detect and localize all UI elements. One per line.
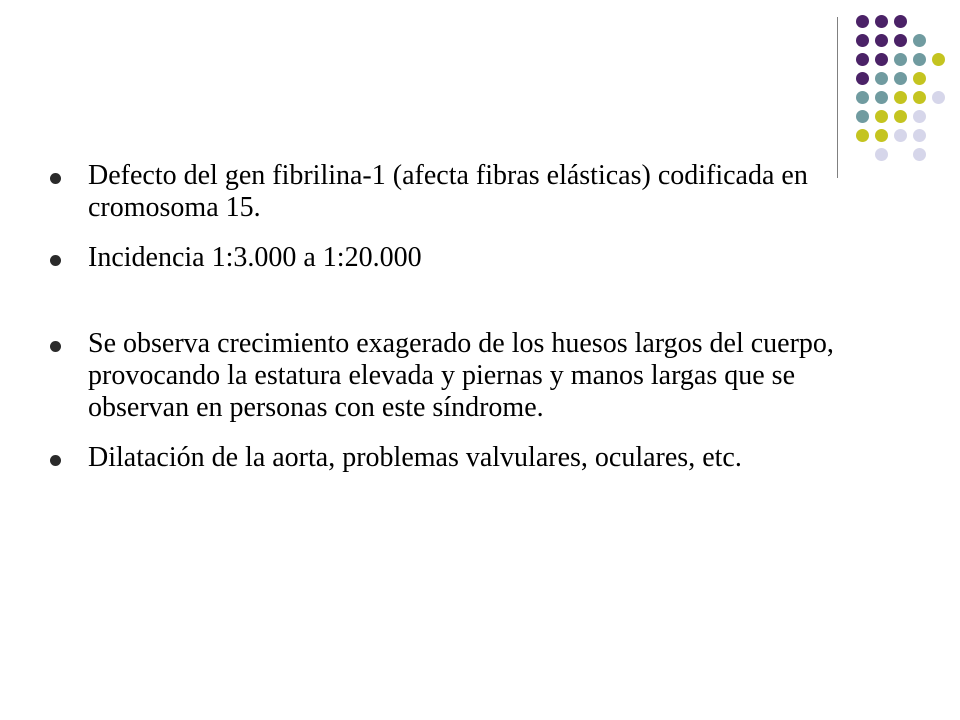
slide-content xyxy=(50,160,870,474)
bullet-item-incidence xyxy=(50,242,870,274)
decorative-dot-icon xyxy=(856,129,869,142)
bullet-icon xyxy=(50,255,61,266)
bullet-icon xyxy=(50,173,61,184)
decorative-dot-icon xyxy=(894,110,907,123)
decorative-dot-icon xyxy=(913,110,926,123)
bullet-item-aorta xyxy=(50,442,870,474)
decorative-dot-icon xyxy=(875,110,888,123)
decorative-dot-icon xyxy=(894,91,907,104)
bullet-text: Defecto del gen fibrilina-1 (afecta fibras elásticas) codificada en cromosoma 15. xyxy=(88,160,808,223)
decorative-dot-icon xyxy=(894,129,907,142)
decorative-dot-icon xyxy=(913,148,926,161)
decorative-dot-icon xyxy=(875,15,888,28)
bullet-list xyxy=(50,160,870,474)
decorative-dot-icon xyxy=(894,72,907,85)
bullet-icon xyxy=(50,455,61,466)
decorative-dot-icon xyxy=(875,34,888,47)
bullet-text: Se observa crecimiento exagerado de los huesos largos del cuerpo, provocando la estatura elevada y piernas y manos largas que se observan en personas con este síndrome. xyxy=(88,328,834,423)
decorative-dot-icon xyxy=(856,53,869,66)
decorative-dot-icon xyxy=(913,129,926,142)
bullet-item-growth xyxy=(50,328,870,424)
decorative-dot-icon xyxy=(856,91,869,104)
decorative-dot-icon xyxy=(894,15,907,28)
decorative-dot-icon xyxy=(913,72,926,85)
decorative-dot-icon xyxy=(875,72,888,85)
bullet-icon xyxy=(50,341,61,352)
bullet-text: Incidencia 1:3.000 a 1:20.000 xyxy=(88,242,422,273)
decorative-dot-icon xyxy=(913,34,926,47)
decorative-dot-icon xyxy=(894,34,907,47)
decorative-dot-icon xyxy=(875,148,888,161)
decorative-dot-icon xyxy=(875,53,888,66)
bullet-item-gene-defect xyxy=(50,160,870,224)
decorative-dot-icon xyxy=(894,53,907,66)
bullet-text: Dilatación de la aorta, problemas valvulares, oculares, etc. xyxy=(88,442,742,473)
decorative-dot-icon xyxy=(856,110,869,123)
decorative-dot-icon xyxy=(856,15,869,28)
decorative-dot-icon xyxy=(856,34,869,47)
decorative-dot-icon xyxy=(856,72,869,85)
decorative-dot-icon xyxy=(932,53,945,66)
decorative-dot-icon xyxy=(913,91,926,104)
vertical-divider xyxy=(837,17,838,178)
decorative-dot-icon xyxy=(932,91,945,104)
decorative-dot-icon xyxy=(875,129,888,142)
decorative-dot-icon xyxy=(913,53,926,66)
decorative-dot-icon xyxy=(875,91,888,104)
